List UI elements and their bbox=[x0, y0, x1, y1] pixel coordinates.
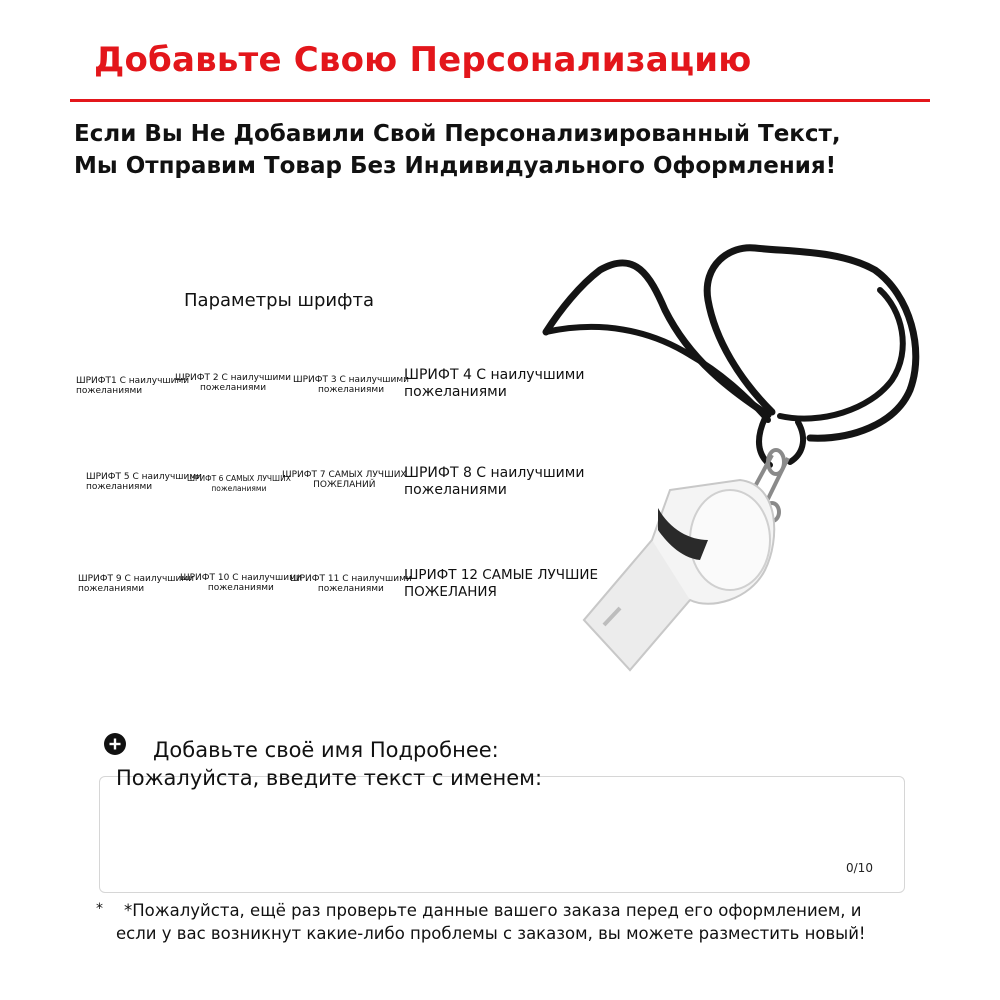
font-option-7[interactable] bbox=[282, 470, 407, 490]
font-option-4-line2: пожеланиями bbox=[404, 384, 507, 400]
font-option-12-line1: ШРИФТ 12 САМЫЕ ЛУЧШИЕ bbox=[404, 567, 599, 583]
font-option-6-line1: ШРИФТ 6 САМЫХ ЛУЧШИХ bbox=[187, 474, 291, 483]
title-divider bbox=[70, 99, 930, 102]
font-options-heading: Параметры шрифта bbox=[184, 290, 375, 311]
order-check-footnote bbox=[116, 899, 936, 945]
font-option-9[interactable] bbox=[78, 574, 194, 594]
font-option-7-line1: ШРИФТ 7 САМЫХ ЛУЧШИХ bbox=[282, 470, 407, 480]
font-option-10-line2: пожеланиями bbox=[207, 583, 274, 593]
footnote-line-1: *Пожалуйста, ещё раз проверьте данные вашего заказа перед его оформлением, и bbox=[124, 901, 862, 920]
font-option-2-line2: пожеланиями bbox=[199, 383, 267, 393]
font-option-1-line2: пожеланиями bbox=[76, 386, 143, 396]
font-option-5-line2: пожеланиями bbox=[86, 482, 153, 492]
font-option-11-line2: пожеланиями bbox=[317, 584, 384, 594]
whistle-with-lanyard-icon bbox=[540, 240, 940, 680]
font-option-9-line1: ШРИФТ 9 С наилучшими bbox=[78, 574, 194, 584]
font-option-5-line1: ШРИФТ 5 С наилучшими bbox=[86, 472, 202, 482]
font-option-3-line2: пожеланиями bbox=[317, 385, 385, 395]
font-option-2[interactable] bbox=[175, 373, 291, 393]
font-option-4-line1: ШРИФТ 4 С наилучшими bbox=[404, 367, 585, 383]
font-option-5[interactable] bbox=[86, 472, 202, 492]
font-option-8-line2: пожеланиями bbox=[404, 482, 507, 498]
plus-circle-icon[interactable] bbox=[104, 733, 126, 755]
font-option-1[interactable] bbox=[76, 376, 189, 396]
font-option-10[interactable] bbox=[180, 573, 302, 593]
name-text-input[interactable] bbox=[99, 776, 905, 893]
font-option-9-line2: пожеланиями bbox=[78, 584, 145, 594]
font-option-11[interactable] bbox=[290, 574, 412, 594]
notice-line-1: Если Вы Не Добавили Свой Персонализированный Текст, bbox=[74, 121, 841, 147]
page-title: Добавьте Свою Персонализацию bbox=[94, 40, 752, 80]
font-option-1-line1: ШРИФТ1 С наилучшими bbox=[76, 376, 190, 386]
font-option-7-line2: ПОЖЕЛАНИЙ bbox=[313, 480, 376, 490]
font-option-3[interactable] bbox=[293, 375, 409, 395]
font-option-3-line1: ШРИФТ 3 С наилучшими bbox=[293, 375, 409, 385]
footnote-bullet: * bbox=[96, 901, 103, 917]
font-option-11-line1: ШРИФТ 11 С наилучшими bbox=[290, 574, 412, 584]
font-option-6[interactable] bbox=[187, 474, 291, 494]
character-counter: 0/10 bbox=[846, 861, 873, 875]
font-option-6-line2: пожеланиями bbox=[211, 484, 267, 493]
font-option-12-line2: ПОЖЕЛАНИЯ bbox=[404, 584, 497, 600]
footnote-line-2: если у вас возникнут какие-либо проблемы с заказом, вы можете разместить новый! bbox=[116, 924, 866, 943]
font-option-2-line1: ШРИФТ 2 С наилучшими bbox=[175, 373, 291, 383]
font-option-10-line1: ШРИФТ 10 С наилучшими bbox=[180, 573, 302, 583]
font-option-8-line1: ШРИФТ 8 С наилучшими bbox=[404, 465, 585, 481]
name-input-label: Пожалуйста, введите текст с именем: bbox=[116, 766, 543, 790]
notice-line-2: Мы Отправим Товар Без Индивидуального Оформления! bbox=[74, 153, 837, 179]
personalization-notice bbox=[74, 118, 841, 182]
add-name-label: Добавьте своё имя Подробнее: bbox=[153, 738, 499, 762]
